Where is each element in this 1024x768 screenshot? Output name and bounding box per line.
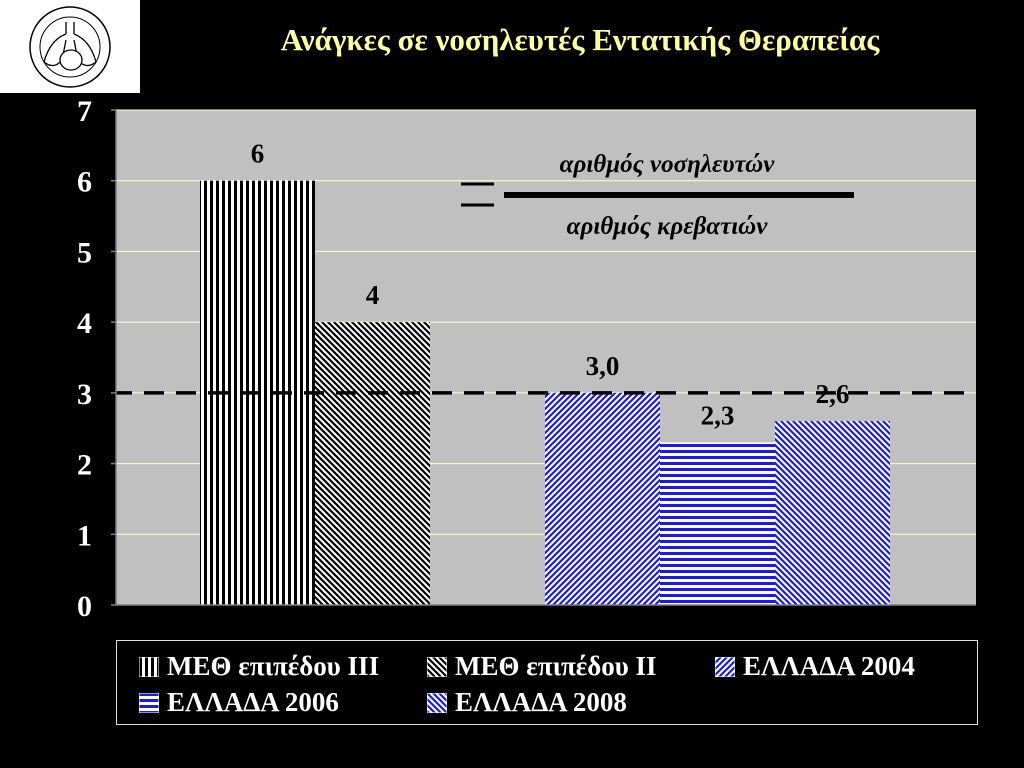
legend-item-1 [427, 651, 657, 682]
data-label-2: 3,0 [585, 350, 620, 381]
slide-title: Ανάγκες σε νοσηλευτές Εντατικής Θεραπείας [280, 22, 880, 57]
legend-label-3: ΕΛΛΑΔΑ 2006 [167, 687, 339, 717]
legend-label-4: ΕΛΛΑΔΑ 2008 [455, 687, 627, 717]
legend-swatch-4 [427, 693, 447, 713]
formula-denominator: αριθμός κρεβατιών [566, 213, 768, 240]
y-tick-label: 6 [77, 165, 92, 199]
data-label-3: 2,3 [700, 400, 735, 431]
legend-swatch-1 [427, 657, 447, 677]
bar-1 [315, 322, 430, 605]
legend-item-0 [139, 651, 379, 682]
data-label-1: 4 [365, 280, 380, 311]
data-label-0: 6 [250, 138, 265, 169]
chart-legend [116, 640, 978, 725]
y-tick-label: 3 [77, 377, 92, 411]
legend-swatch-3 [139, 693, 159, 713]
legend-swatch-2 [715, 657, 735, 677]
legend-item-3 [139, 687, 339, 718]
y-tick-label: 2 [77, 448, 92, 482]
bar-4 [775, 421, 890, 605]
bar-3 [660, 442, 775, 605]
y-tick-label: 1 [77, 519, 92, 553]
data-label-4: 2,6 [815, 379, 850, 410]
legend-item-4 [427, 687, 627, 718]
y-tick-label: 0 [77, 590, 92, 623]
y-tick-label: 5 [77, 236, 92, 270]
legend-label-0: ΜΕΘ επιπέδου ΙΙΙ [167, 651, 380, 681]
bar-2 [545, 393, 660, 605]
legend-item-2 [715, 651, 915, 682]
legend-swatch-0 [139, 657, 159, 677]
legend-label-2: ΕΛΛΑΔΑ 2004 [743, 651, 915, 681]
y-tick-label: 7 [77, 95, 92, 128]
formula-numerator: αριθμός νοσηλευτών [559, 151, 775, 178]
legend-label-1: ΜΕΘ επιπέδου ΙΙ [455, 651, 657, 681]
y-tick-label: 4 [77, 307, 92, 341]
